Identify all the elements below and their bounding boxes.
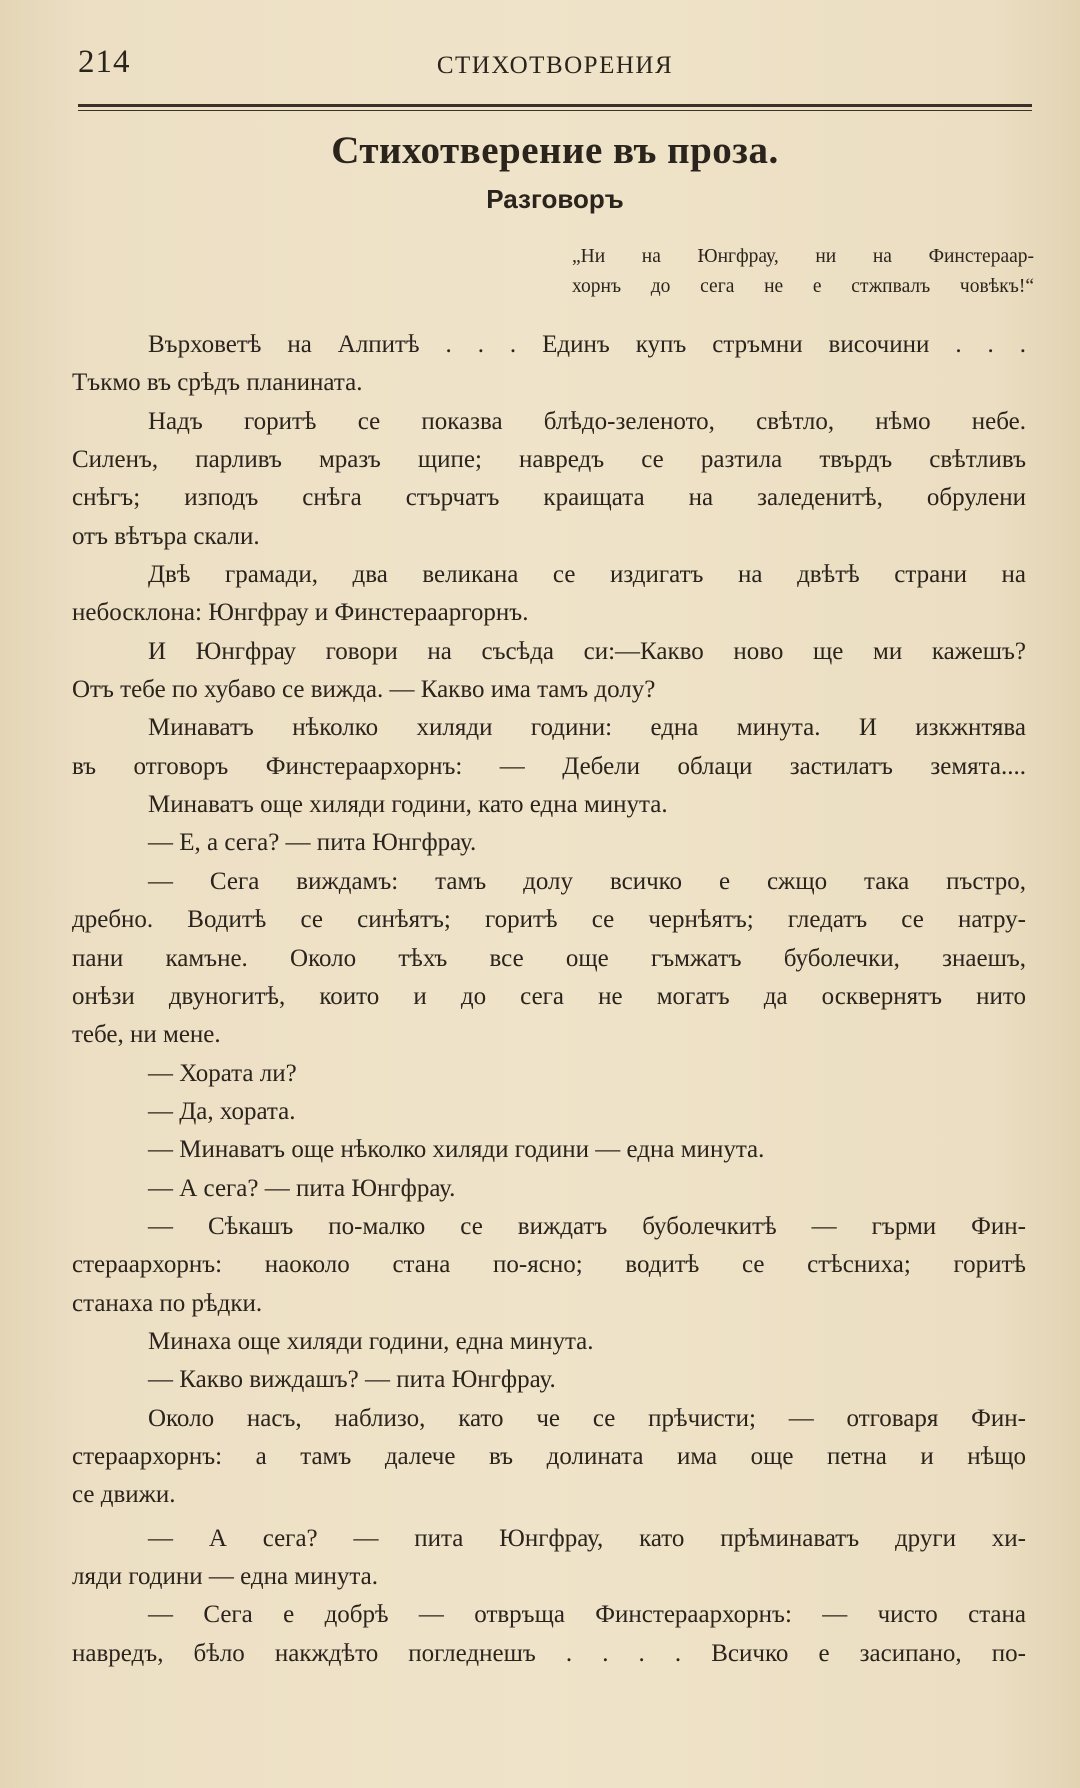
text-line: Минаватъ още хиляди години, като една минута. [148, 791, 668, 819]
text-line: дребно. Водитѣ се синѣятъ; горитѣ се чернѣятъ; гледатъ се натру- [72, 906, 1026, 934]
text-line: Отъ тебе по хубаво се вижда. — Какво има тамъ долу? [72, 676, 656, 704]
poem-subtitle: Разговоръ [486, 184, 624, 214]
text-line: стераархорнъ: наоколо стана по-ясно; водитѣ се стѣсниха; горитѣ [72, 1251, 1026, 1279]
header-rule-thin [78, 110, 1032, 111]
text-line: пани камъне. Около тѣхъ все още гъмжатъ буболечки, знаешъ, [72, 944, 1026, 972]
text-line: Около насъ, наблизо, като че се прѣчисти; — отговаря Фин- [148, 1404, 1026, 1432]
epigraph [572, 242, 1034, 302]
text-line: — Е, а сега? — пита Юнгфрау. [148, 829, 477, 857]
text-line: — Минаватъ още нѣколко хиляди години — една минута. [148, 1136, 765, 1164]
text-line: Тъкмо въ срѣдъ планината. [72, 369, 363, 397]
text-line: Двѣ грамади, два великана се издигатъ на двѣтѣ страни на [148, 561, 1026, 589]
text-line: И Юнгфрау говори на съсѣда си:—Какво ново ще ми кажешъ? [148, 637, 1026, 665]
text-line: Върховетѣ на Алпитѣ . . . Единъ купъ стръмни височини . . . [148, 331, 1026, 358]
text-line: Надъ горитѣ се показва блѣдо-зеленото, свѣтло, нѣмо небе. [148, 407, 1026, 435]
text-line: — А сега? — пита Юнгфрау, като прѣминаватъ други хи- [148, 1524, 1026, 1552]
text-line: тебе, ни мене. [72, 1021, 221, 1049]
text-line: стераархорнъ: а тамъ далече въ долината има още петна и нѣщо [72, 1442, 1026, 1470]
text-line: ляди години — една минута. [72, 1563, 378, 1590]
text-line: навредъ, бѣло накждѣто погледнешъ . . . . Всичко е засипано, по- [72, 1639, 1026, 1667]
text-line: — Сега е добрѣ — отвръща Финстераархорнъ: — чисто стана [148, 1601, 1026, 1629]
running-title: СТИХОТВОРЕНИЯ [436, 52, 674, 79]
text-line: Силенъ, парливъ мразъ щипе; навредъ се разтила твърдъ свѣтливъ [72, 446, 1026, 474]
epigraph-line: „Ни на Юнгфрау, ни на Финстераар- [572, 246, 1034, 267]
text-line: се движи. [72, 1481, 176, 1509]
page-header [78, 44, 1032, 84]
epigraph-line: хорнъ до сега не е стжпвалъ човѣкъ!“ [572, 276, 1034, 297]
text-line: — Хората ли? [148, 1059, 297, 1087]
text-line: — Сега виждамъ: тамъ долу всичко е сжщо така пъстро, [148, 867, 1026, 895]
text-line: онѣзи двуногитѣ, които и до сега не могатъ да осквернятъ нито [72, 982, 1026, 1010]
text-line: станаха по рѣдки. [72, 1289, 263, 1317]
poem-title: Стихотверение въ проза. [331, 129, 779, 172]
page-number: 214 [78, 44, 131, 80]
text-line: — Какво виждашъ? — пита Юнгфрау. [148, 1366, 556, 1394]
text-line: небосклона: Юнгфрау и Финстерааргорнъ. [72, 599, 529, 627]
text-line: — Сѣкашъ по-малко се виждатъ буболечкитѣ — гърми Фин- [148, 1212, 1026, 1240]
text-line: — А сега? — пита Юнгфрау. [148, 1174, 456, 1202]
header-rule-thick [78, 104, 1032, 107]
text-line: отъ вѣтъра скали. [72, 522, 260, 550]
text-line: снѣгъ; изподъ снѣга стърчатъ краищата на заледенитѣ, обрулени [72, 484, 1026, 512]
text-line: — Да, хората. [148, 1097, 296, 1125]
text-line: Минаватъ нѣколко хиляди години: една минута. И изкжнтява [148, 714, 1026, 742]
text-line: въ отговоръ Финстераархорнъ: — Дебели облаци застилатъ земята.... [72, 752, 1026, 780]
body-text [72, 326, 1026, 1673]
text-line: Минаха още хиляди години, една минута. [148, 1327, 594, 1355]
